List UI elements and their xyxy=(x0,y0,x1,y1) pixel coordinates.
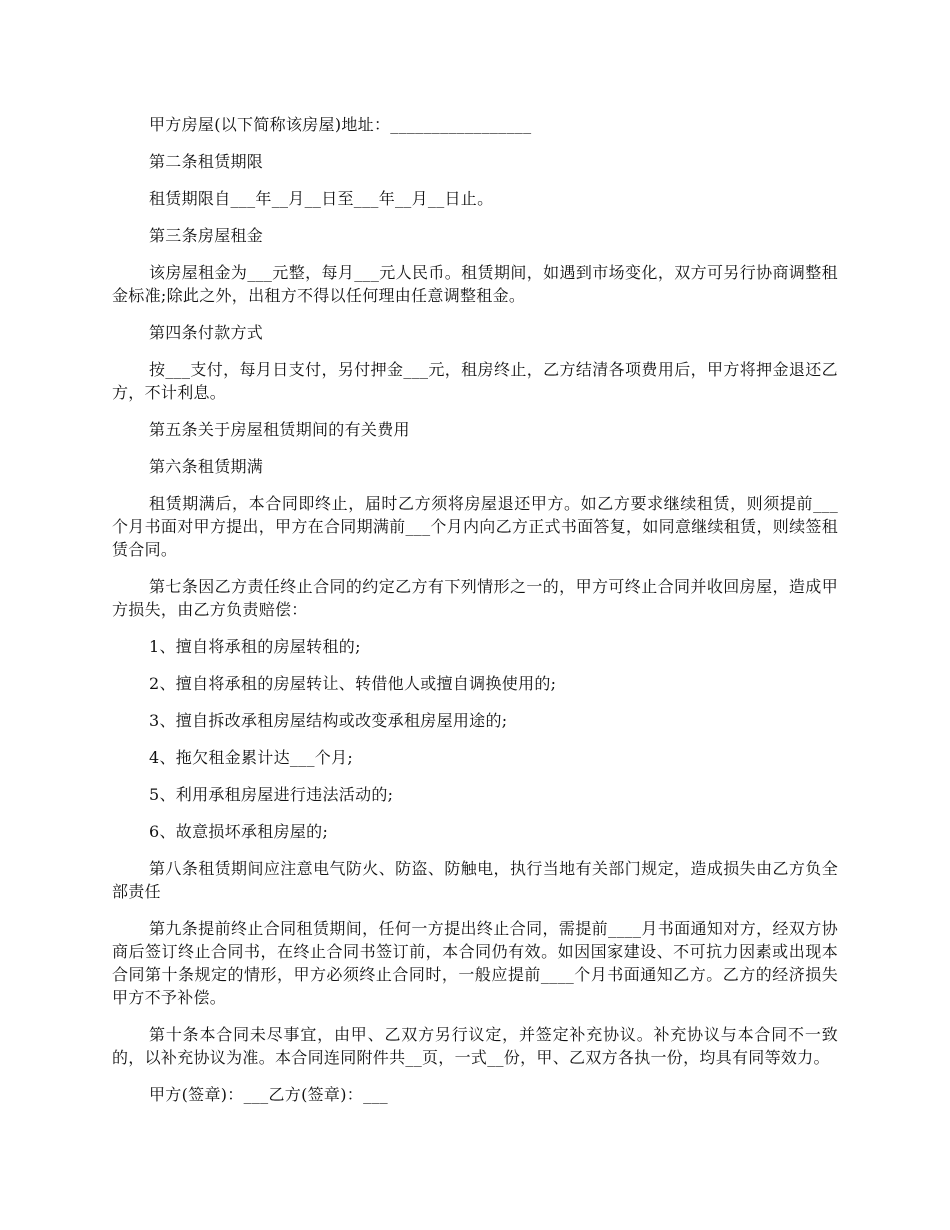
rent-text: 该房屋租金为___元整，每月___元人民币。租赁期间，如遇到市场变化，双方可另行协商调整租金标准;除此之外，出租方不得以任何理由任意调整租金。 xyxy=(112,263,838,305)
article-5-heading: 第五条关于房屋租赁期间的有关费用 xyxy=(149,420,410,439)
lease-term-text: 租赁期限自___年__月__日至___年__月__日止。 xyxy=(149,189,494,208)
property-address-line: 甲方房屋(以下简称该房屋)地址：_________________ xyxy=(149,115,532,134)
signature-line: 甲方(签章)：___乙方(签章)：___ xyxy=(149,1085,388,1104)
article-10-text: 第十条本合同未尽事宜，由甲、乙双方另行议定，并签定补充协议。补充协议与本合同不一致的，以补充协议为准。本合同连同附件共__页，一式__份，甲、乙双方各执一份，均具有同等效力。 xyxy=(112,1025,838,1067)
list-item: 4、拖欠租金累计达___个月; xyxy=(149,748,354,767)
list-item: 5、利用承租房屋进行违法活动的; xyxy=(149,785,394,804)
lease-expiry-text: 租赁期满后，本合同即终止，届时乙方须将房屋退还甲方。如乙方要求继续租赁，则须提前___个月书面对甲方提出，甲方在合同期满前___个月内向乙方正式书面答复，如同意继续租赁，则续签租赁合同。 xyxy=(112,494,838,559)
payment-text: 按___支付，每月日支付，另付押金___元，租房终止，乙方结清各项费用后，甲方将押金退还乙方，不计利息。 xyxy=(112,360,838,402)
article-8-text: 第八条租赁期间应注意电气防火、防盗、防触电，执行当地有关部门规定，造成损失由乙方负全部责任 xyxy=(112,859,838,901)
article-7-text: 第七条因乙方责任终止合同的约定乙方有下列情形之一的，甲方可终止合同并收回房屋，造成甲方损失，由乙方负责赔偿： xyxy=(112,577,838,619)
article-3-heading: 第三条房屋租金 xyxy=(149,226,264,245)
article-4-heading: 第四条付款方式 xyxy=(149,323,264,342)
article-2-heading: 第二条租赁期限 xyxy=(149,152,264,171)
list-item: 1、擅自将承租的房屋转租的; xyxy=(149,637,361,656)
list-item: 2、擅自将承租的房屋转让、转借他人或擅自调换使用的; xyxy=(149,674,557,693)
list-item: 6、故意损坏承租房屋的; xyxy=(149,822,329,841)
list-item: 3、擅自拆改承租房屋结构或改变承租房屋用途的; xyxy=(149,711,508,730)
article-6-heading: 第六条租赁期满 xyxy=(149,457,264,476)
article-9-text: 第九条提前终止合同租赁期间，任何一方提出终止合同，需提前____月书面通知对方，经双方协商后签订终止合同书，在终止合同书签订前，本合同仍有效。如因国家建设、不可抗力因素或出现本合同第十条规定的情形，甲方必须终止合同时，一般应提前____个月书面通知乙方。乙方的经济损失甲方不予补偿。 xyxy=(112,919,838,1007)
